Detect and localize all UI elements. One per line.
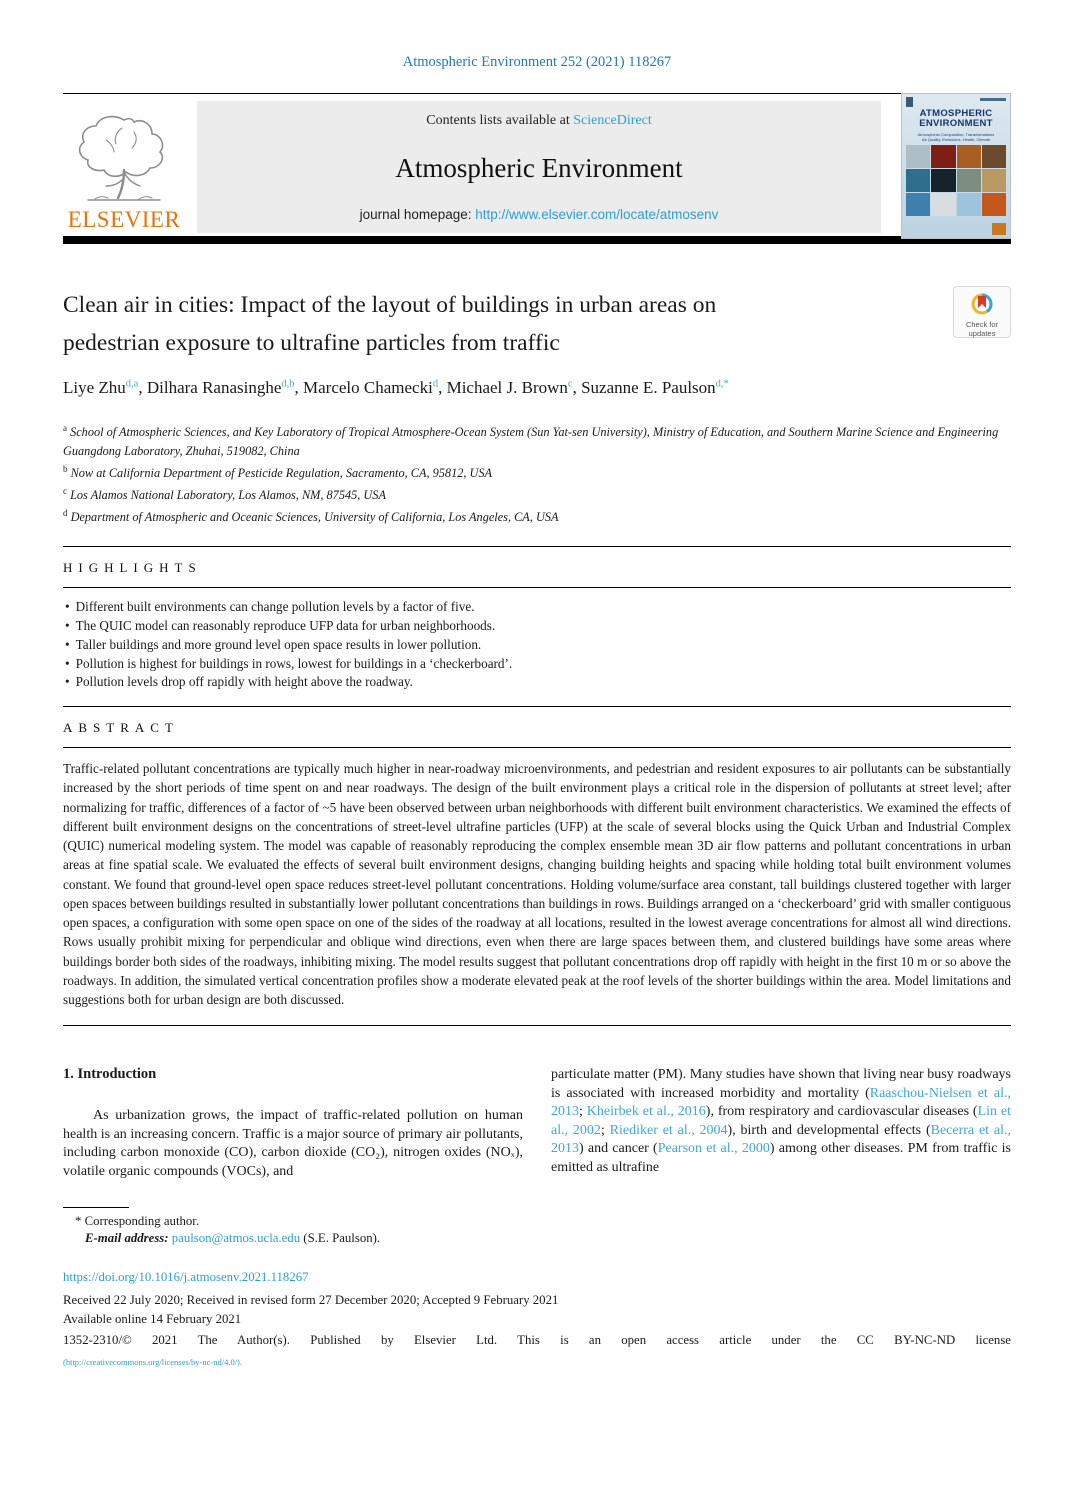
footer-block: [63, 1268, 1011, 1369]
elsevier-wordmark: ELSEVIER: [67, 207, 181, 232]
body-text: ) among other diseases. PM from traffic is emitted as ultrafine: [551, 1141, 1011, 1175]
affiliation: $^c$ Los Alamos National Laboratory, Los Alamos, NM, 87545, USA: [63, 485, 386, 502]
elsevier-logo-block[interactable]: [63, 101, 185, 233]
affiliation: $^d$ Department of Atmospheric and Oceanic Sciences, University of California, Los Angeles, CA, USA: [63, 507, 559, 524]
highlight-item: • Pollution is highest for buildings in rows, lowest for buildings in a ‘checkerboard’.: [65, 655, 1011, 674]
section-rule: [63, 546, 1011, 547]
author: Suzanne E. Paulson$^{d,*}$: [581, 378, 729, 398]
body-text: particulate matter (PM). Many studies have shown that living near busy roadways is associated with increased morbidity and mortality (: [551, 1067, 1011, 1101]
thick-divider-bar: [63, 236, 1011, 244]
sciencedirect-link[interactable]: ScienceDirect: [573, 113, 652, 128]
contents-line: [207, 113, 871, 129]
highlight-item: • Different built environments can change pollution levels by a factor of five.: [65, 598, 1011, 617]
journal-header: [63, 101, 1011, 233]
author: Michael J. Brown$^c$,: [446, 378, 582, 398]
affiliation: $^a$ School of Atmospheric Sciences, and Key Laboratory of Tropical Atmosphere-Ocean System (Sun Yat-sen University), Ministry of Education, and Southern Marine Science and Engineering Guangdong Laboratory, Zhuhai, 519082, China: [63, 422, 999, 459]
license-link[interactable]: (http://creativecommons.org/licenses/by-nc-nd/4.0/).: [63, 1357, 243, 1368]
body-text: ;: [579, 1104, 587, 1120]
abstract-label: ABSTRACT: [63, 720, 179, 736]
cover-bottom-strip: [906, 216, 1006, 235]
body-text: ), birth and developmental effects (: [727, 1122, 931, 1138]
cover-title: ATMOSPHERIC ENVIRONMENT: [919, 108, 993, 130]
article-title: Clean air in cities: Impact of the layout of buildings in urban areas on pedestrian exposure to ultrafine particles from traffic: [63, 292, 717, 357]
check-badge-label: Check for updates: [965, 320, 999, 338]
highlight-item: • Taller buildings and more ground level open space results in lower pollution.: [65, 636, 1011, 655]
body-text: ;: [600, 1122, 610, 1138]
introduction-paragraph-left: As urbanization grows, the impact of traffic-related pollution on human health is an increasing concern. Traffic is a major source of primary air pollutants, including carbon monoxide (CO), carbon dioxide (CO₂), nitrogen oxides (NOₓ), volatile organic compounds (VOCs), and: [63, 1108, 523, 1179]
journal-cover-thumbnail[interactable]: [901, 93, 1011, 239]
affiliation: $^b$ Now at California Department of Pesticide Regulation, Sacramento, CA, 95812, USA: [63, 464, 493, 481]
available-online: Available online 14 February 2021: [63, 1311, 242, 1326]
author: Marcelo Chamecki$^d$,: [303, 378, 447, 398]
section-rule: [63, 706, 1011, 707]
abstract-text: Traffic-related pollutant concentrations are typically much higher in near-roadway microenvironments, and pedestrian and resident exposures to air pollutants can be substantially increased by the short periods of time spent on and near roadways. The design of the built environment plays a critical role in the dispersion of pollutants at street level; after normalizing for traffic, differences of a factor of ~5 have been observed between urban neighborhoods with different built environment characteristics. We examined the effects of different built environment designs on the concentrations of street-level ultrafine particles (UFP) at the scale of several blocks using the Quick Urban and Industrial Complex (QUIC) numerical modeling system. The model was capable of reasonably reproducing the complex ensemble mean 3D air flow patterns and pollutant concentrations in urban areas at fine spatial scale. We evaluated the effects of several built environment designs, changing building heights and spacing while holding total built environment volumes constant. We found that ground-level open space reduces street-level pollutant concentrations. Holding volume/surface area constant, tall buildings clustered together with larger open spaces between buildings resulted in substantially lower pollutant concentrations than buildings in rows. Buildings arranged on a ‘checkerboard’ grid with smaller contiguous open spaces, a configuration with some open space on one of the sides of the roadway at all locations, resulted in the lowest average concentrations for almost all wind directions. Rows usually prohibit mixing for perpendicular and oblique wind directions, even when there are large spaces between them, and clustered buildings have some areas where buildings border both sides of the roadways, inhibiting mixing. The model results suggest that pollutant concentrations drop off rapidly with height in the first 10 m or so above the roadways. In addition, the simulated vertical concentration profiles show a moderate elevated peak at the roof levels of the shorter buildings within the area. Model limitations and suggestions both for urban design are both discussed.: [63, 761, 1011, 1008]
highlight-item: • Pollution levels drop off rapidly with height above the roadway.: [65, 673, 1011, 692]
highlight-item: • The QUIC model can reasonably reproduce UFP data for urban neighborhoods.: [65, 617, 1011, 636]
citation-link[interactable]: Pearson et al., 2000: [657, 1141, 770, 1157]
homepage-link[interactable]: http://www.elsevier.com/locate/atmosenv: [475, 207, 719, 222]
author: Dilhara Ranasinghe$^{d,b}$,: [146, 378, 304, 398]
citation-link[interactable]: Riediker et al., 2004: [609, 1122, 728, 1138]
journal-reference: Atmospheric Environment 252 (2021) 118267: [402, 54, 672, 70]
cover-subtitle: Atmospheric Composition, Transformations Air Quality, Emissions, Health, Climate: [917, 131, 995, 143]
section-rule: [63, 747, 1011, 748]
homepage-line: [207, 207, 871, 222]
top-rule: [63, 93, 1011, 94]
section-rule: [63, 1025, 1011, 1026]
email-line: [63, 1231, 1011, 1246]
received-dates: Received 22 July 2020; Received in revised form 27 December 2020; Accepted 9 February 2021: [63, 1292, 559, 1307]
corresponding-author-note: * Corresponding author.: [75, 1214, 200, 1229]
elsevier-tree-icon: [72, 110, 176, 206]
doi-link[interactable]: https://doi.org/10.1016/j.atmosenv.2021.118267: [63, 1270, 309, 1285]
affiliation-list: [63, 421, 1011, 528]
citation-link[interactable]: Kheirbek et al., 2016: [586, 1104, 706, 1120]
cover-issn-strip: [980, 98, 1006, 101]
introduction-paragraph-right: [551, 1066, 1011, 1177]
author-list: [63, 375, 853, 401]
crossmark-icon: [969, 290, 995, 321]
citation-link[interactable]: Becerra et al., 2013: [551, 1122, 1011, 1157]
cover-photo-grid: [906, 145, 1006, 216]
introduction-heading: 1. Introduction: [63, 1066, 157, 1083]
journal-banner: [197, 101, 881, 233]
copyright-line: 1352-2310/© 2021 The Author(s). Published by Elsevier Ltd. This is an open access article under the CC BY-NC-ND license: [63, 1332, 1011, 1347]
author: Liye Zhu$^{d,a}$,: [63, 378, 147, 398]
highlights-label: HIGHLIGHTS: [63, 560, 202, 576]
citation-link[interactable]: Raaschou-Nielsen et al., 2013: [551, 1085, 1011, 1120]
section-rule: [63, 587, 1011, 588]
check-for-updates-badge[interactable]: [953, 286, 1011, 338]
citation-link[interactable]: Lin et al., 2002: [551, 1104, 1012, 1138]
highlights-list: [65, 598, 1011, 692]
email-suffix: (S.E. Paulson).: [300, 1231, 381, 1246]
body-text: ), from respiratory and cardiovascular diseases (: [705, 1104, 978, 1120]
body-text: ) and cancer (: [579, 1141, 658, 1157]
email-label: E-mail address:: [85, 1231, 169, 1246]
footnote-block: [63, 1207, 1011, 1246]
homepage-prefix: journal homepage:: [359, 207, 476, 222]
cover-publisher-mark: [906, 97, 913, 107]
contents-prefix: Contents lists available at: [426, 113, 574, 128]
email-link[interactable]: paulson@atmos.ucla.edu: [171, 1231, 301, 1246]
journal-title: Atmospheric Environment: [395, 152, 683, 183]
footnote-rule: [63, 1207, 129, 1208]
